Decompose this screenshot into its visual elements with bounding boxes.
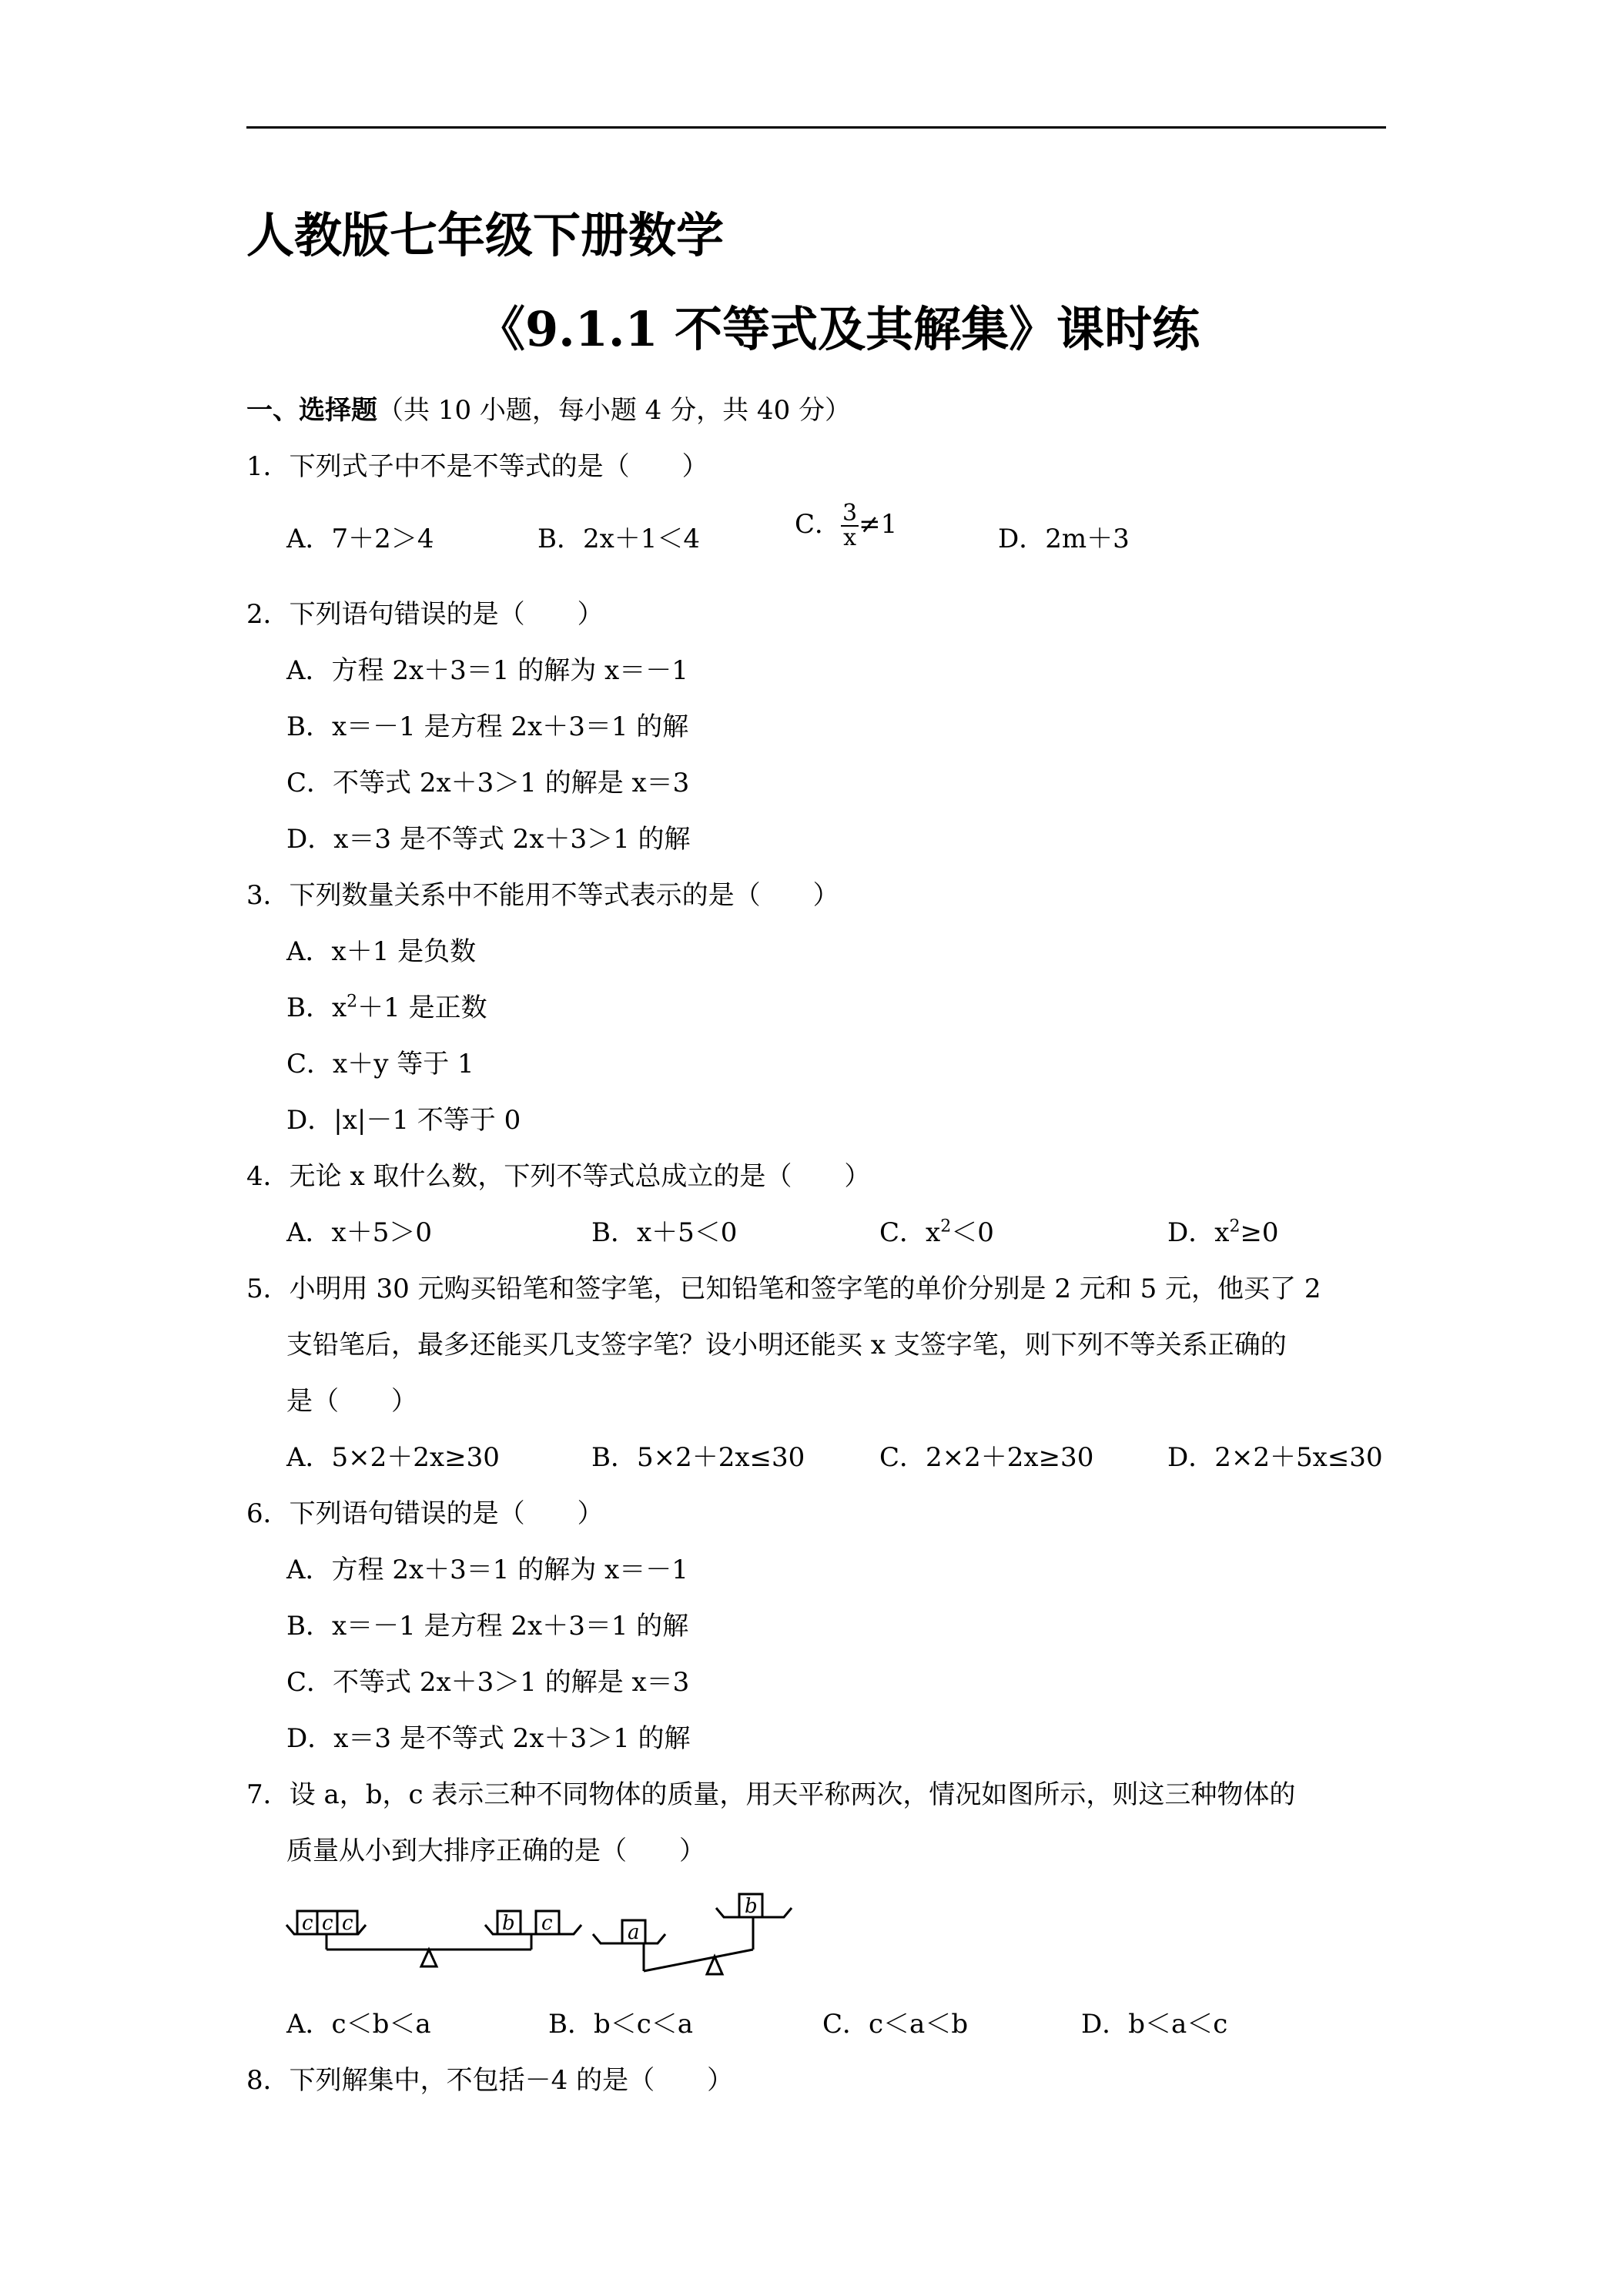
option-rest: ＜0 <box>951 1217 994 1248</box>
q2-option-a: A．方程 2x＋3＝1 的解为 x＝－1 <box>286 655 688 686</box>
question-5-line2: 支铅笔后，最多还能买几支签字笔？设小明还能买 x 支签字笔，则下列不等关系正确的 <box>286 1330 1287 1361</box>
question-stem: 无论 x 取什么数，下列不等式总成立的是（ ） <box>289 1161 871 1192</box>
question-3 <box>246 874 839 912</box>
section-label: 一、选择题 <box>246 395 377 426</box>
q4-option-a: A．x＋5＞0 <box>286 1217 432 1248</box>
question-2 <box>246 593 604 631</box>
section-heading <box>246 389 851 427</box>
q7-option-b: B．b＜c＜a <box>548 2009 694 2040</box>
label-c-4: c <box>541 1912 553 1935</box>
option-rest: ＋1 是正数 <box>357 992 487 1023</box>
question-7 <box>246 1773 1295 1811</box>
q3-option-b <box>286 986 487 1024</box>
question-stem: 下列语句错误的是（ ） <box>289 1498 604 1529</box>
question-number: 3． <box>246 880 290 911</box>
q1-option-b: B．2x＋1＜4 <box>537 524 701 554</box>
question-stem: 下列数量关系中不能用不等式表示的是（ ） <box>289 880 839 911</box>
q6-option-a: A．方程 2x＋3＝1 的解为 x＝－1 <box>286 1555 688 1585</box>
question-5-line3: 是（ ） <box>286 1386 417 1417</box>
superscript: 2 <box>347 992 358 1012</box>
left-balance-fulcrum <box>421 1950 437 1966</box>
page-title-line2: 《9.1.1 不等式及其解集》课时练 <box>477 301 1200 357</box>
question-number: 4． <box>246 1161 290 1192</box>
label-b-1: b <box>502 1912 515 1935</box>
q4-option-b: B．x＋5＜0 <box>591 1217 738 1248</box>
question-stem: 下列式子中不是不等式的是（ ） <box>289 451 708 482</box>
fraction <box>841 502 859 550</box>
q7-option-a: A．c＜b＜a <box>286 2009 431 2040</box>
label-b-2: b <box>745 1895 758 1918</box>
question-number: 8． <box>246 2065 290 2096</box>
q7-option-d: D．b＜a＜c <box>1081 2009 1228 2040</box>
option-rest: ≥0 <box>1240 1217 1279 1248</box>
page-title-line1: 人教版七年级下册数学 <box>246 207 725 263</box>
q6-option-c: C．不等式 2x＋3＞1 的解是 x＝3 <box>286 1667 690 1698</box>
header-rule <box>246 126 1386 129</box>
right-balance-beam <box>644 1950 753 1971</box>
section-note: （共 10 小题，每小题 4 分，共 40 分） <box>377 395 852 426</box>
question-stem: 下列语句错误的是（ ） <box>289 599 604 630</box>
question-5 <box>246 1267 1321 1305</box>
q5-option-d: D．2×2＋5x≤30 <box>1167 1442 1383 1473</box>
q3-option-a: A．x＋1 是负数 <box>286 936 477 967</box>
superscript: 2 <box>940 1217 952 1237</box>
question-number: 6． <box>246 1498 290 1529</box>
q5-option-c: C．2×2＋2x≥30 <box>879 1442 1094 1473</box>
question-8 <box>246 2059 733 2097</box>
question-stem: 设 a，b，c 表示三种不同物体的质量，用天平称两次，情况如图所示，则这三种物体的 <box>289 1779 1296 1810</box>
q5-option-b: B．5×2＋2x≤30 <box>591 1442 805 1473</box>
label-a: a <box>628 1921 640 1944</box>
q2-option-b: B．x＝－1 是方程 2x＋3＝1 的解 <box>286 711 689 742</box>
label-c-1: c <box>302 1912 313 1935</box>
question-number: 5． <box>246 1274 290 1304</box>
option-letter: C． <box>795 509 842 540</box>
q4-option-d <box>1167 1211 1279 1249</box>
question-number: 7． <box>246 1779 290 1810</box>
question-7-line2: 质量从小到大排序正确的是（ ） <box>286 1836 705 1866</box>
label-c-3: c <box>342 1912 353 1935</box>
superscript: 2 <box>1229 1217 1241 1237</box>
fraction-numerator: 3 <box>842 500 858 527</box>
option-text: D．x <box>1167 1217 1230 1248</box>
balance-figure <box>277 1879 862 1994</box>
q5-option-a: A．5×2＋2x≥30 <box>286 1442 500 1473</box>
q2-option-d: D．x＝3 是不等式 2x＋3＞1 的解 <box>286 824 691 855</box>
fraction-denominator: x <box>843 524 857 551</box>
q4-option-c <box>879 1211 994 1249</box>
q6-option-d: D．x＝3 是不等式 2x＋3＞1 的解 <box>286 1723 691 1754</box>
left-balance-right-pan <box>485 1925 581 1934</box>
q1-option-c <box>795 502 897 550</box>
question-1 <box>246 445 708 483</box>
q1-option-a: A．7＋2＞4 <box>286 524 434 554</box>
label-c-2: c <box>322 1912 333 1935</box>
option-rest: ≠1 <box>859 509 898 540</box>
question-stem: 小明用 30 元购买铅笔和签字笔，已知铅笔和签字笔的单价分别是 2 元和 5 元，他买了 2 <box>289 1274 1321 1304</box>
q7-option-c: C．c＜a＜b <box>822 2009 969 2040</box>
q1-option-d: D．2m＋3 <box>998 524 1130 554</box>
q6-option-b: B．x＝－1 是方程 2x＋3＝1 的解 <box>286 1611 689 1642</box>
q2-option-c: C．不等式 2x＋3＞1 的解是 x＝3 <box>286 768 690 798</box>
question-number: 1． <box>246 451 290 482</box>
option-text: B．x <box>286 992 347 1023</box>
question-number: 2． <box>246 599 290 630</box>
q3-option-c: C．x＋y 等于 1 <box>286 1049 474 1079</box>
q3-option-d: D．|x|－1 不等于 0 <box>286 1105 521 1136</box>
option-text: C．x <box>879 1217 941 1248</box>
question-6 <box>246 1492 604 1530</box>
question-stem: 下列解集中，不包括－4 的是（ ） <box>289 2065 734 2096</box>
question-4 <box>246 1155 870 1193</box>
